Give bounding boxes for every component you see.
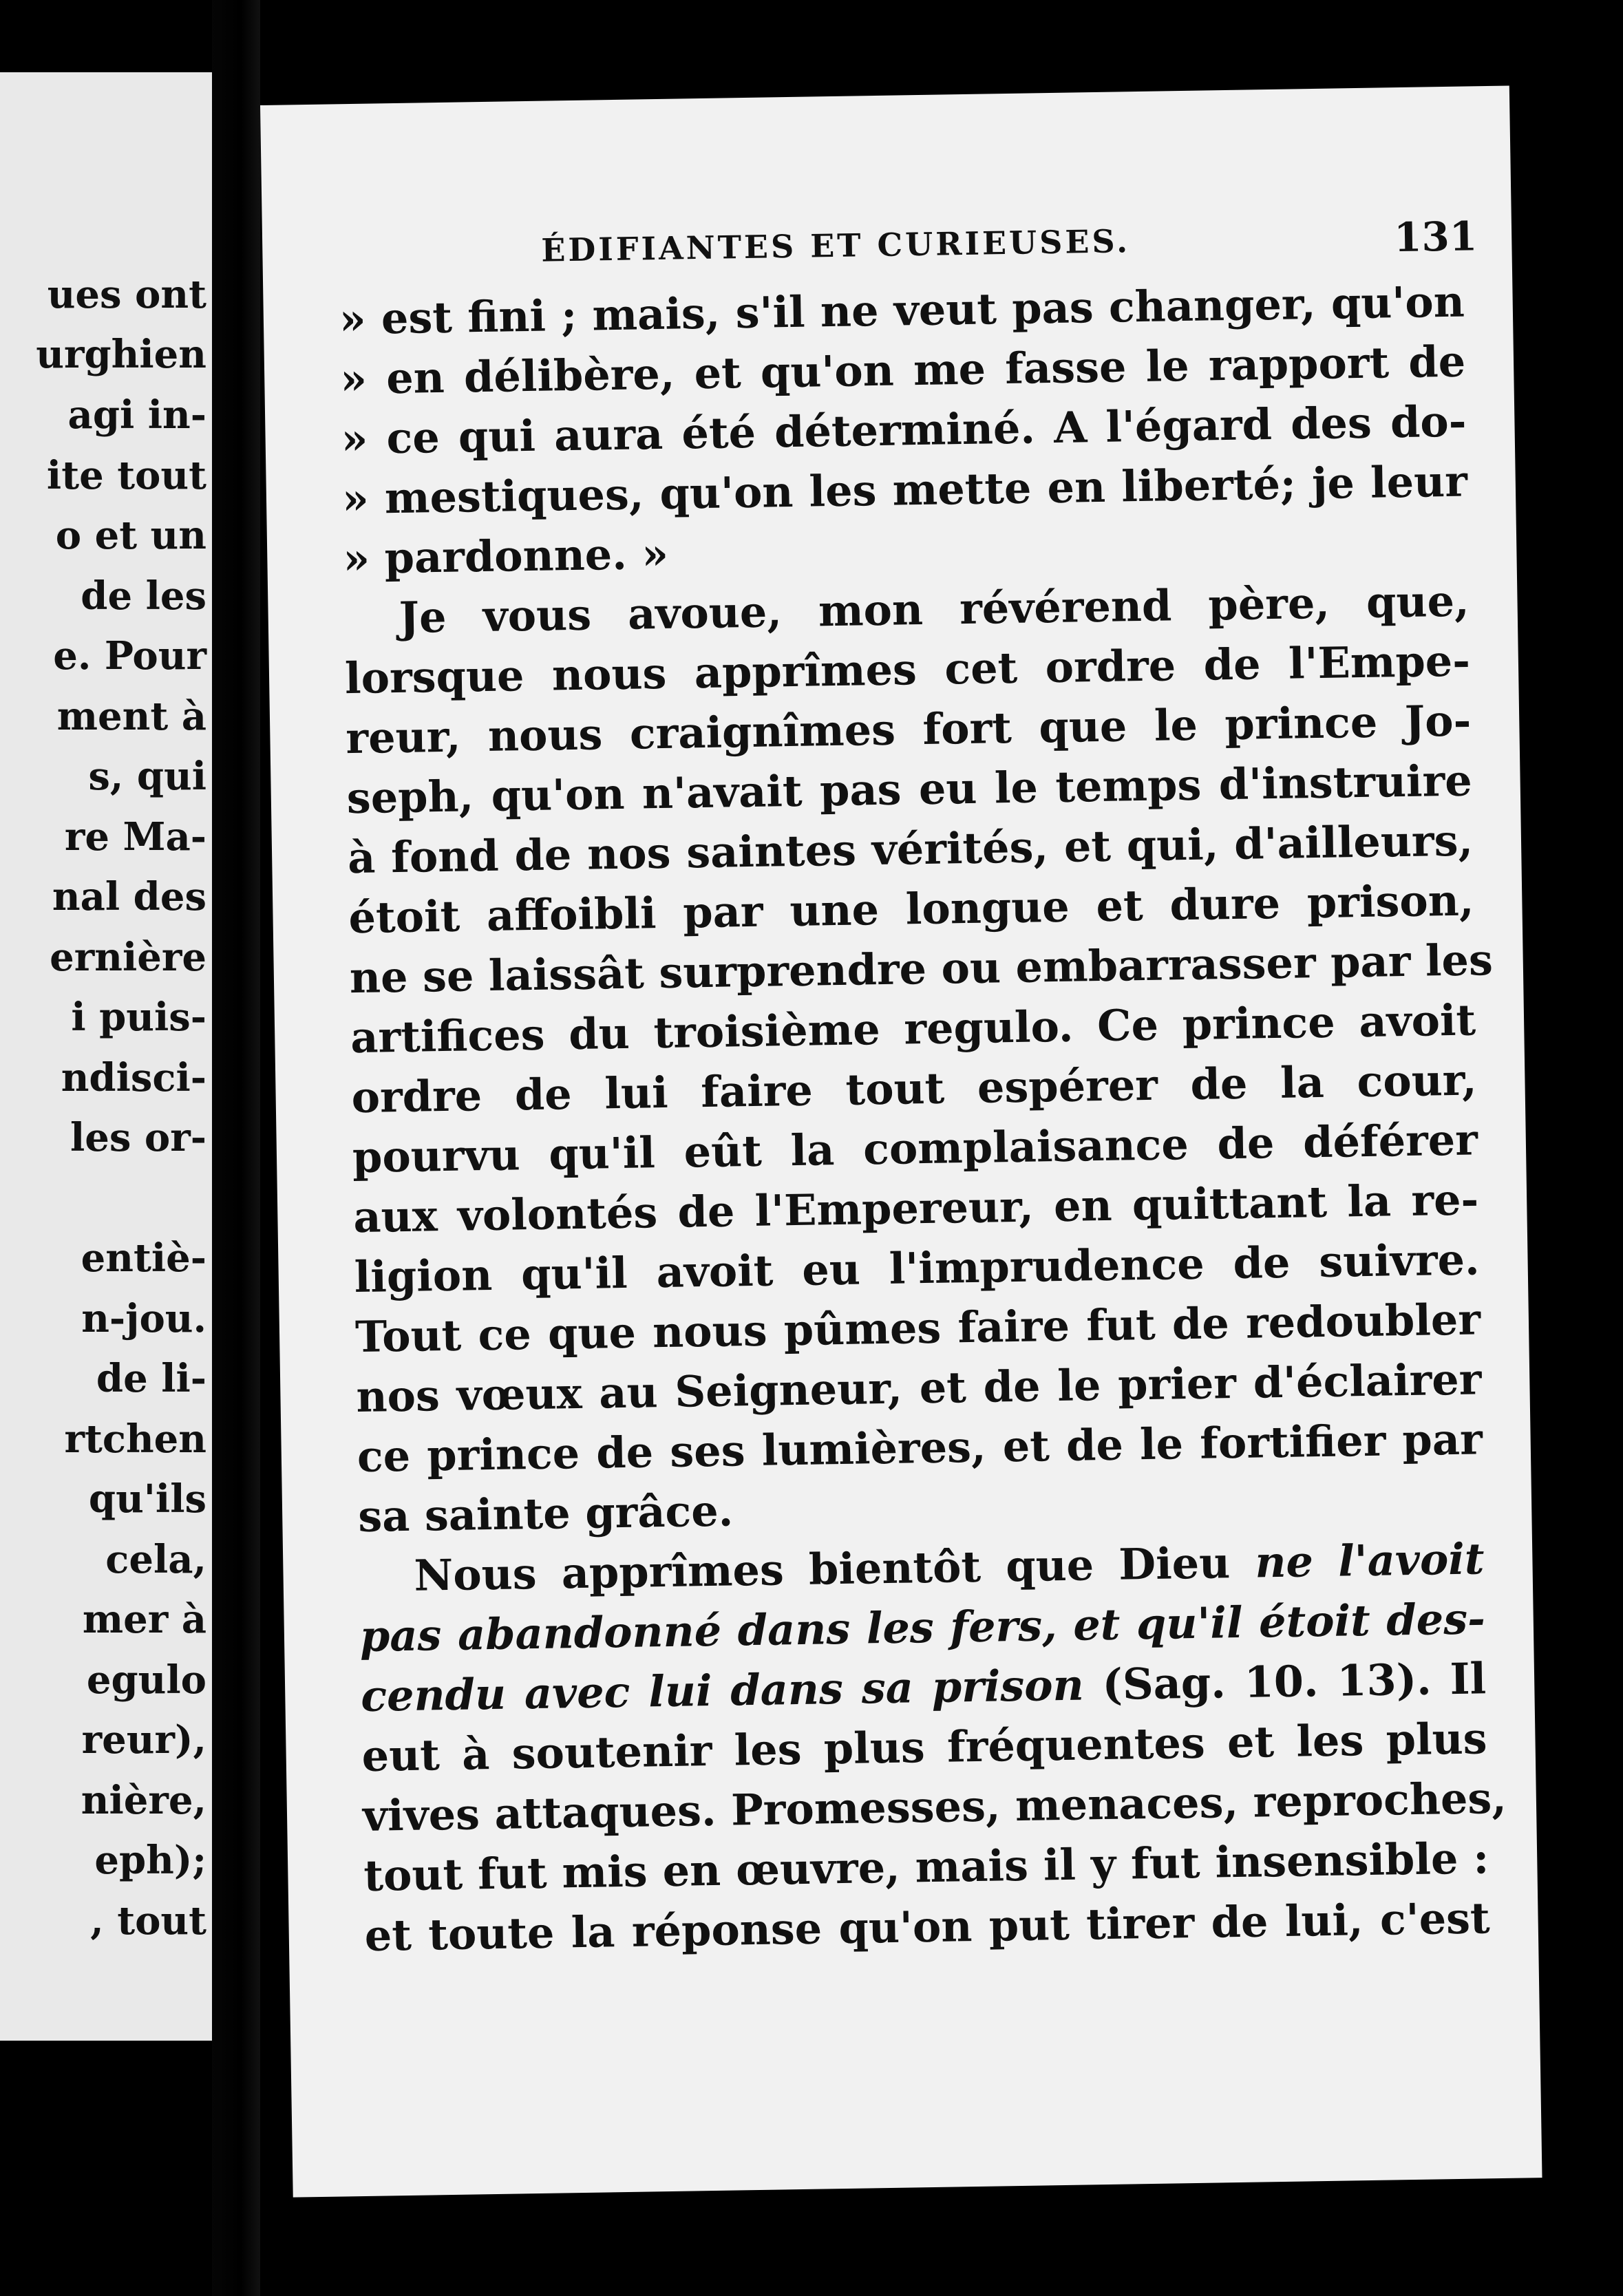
left-page-line: ernière bbox=[50, 935, 206, 980]
text-line bbox=[359, 1593, 1486, 1661]
left-page-line: mer à bbox=[82, 1597, 206, 1642]
left-page-line: de les bbox=[81, 573, 206, 619]
left-page-line: qu'ils bbox=[88, 1476, 206, 1522]
left-page-line: o et un bbox=[55, 513, 206, 558]
text-line: ligion qu'il avoit eu l'imprudence de suivre. bbox=[354, 1234, 1481, 1303]
book-gutter bbox=[212, 0, 260, 2296]
text-line: » est fini ; mais, s'il ne veut pas changer, qu'on bbox=[339, 276, 1465, 345]
text-line: et toute la réponse qu'on put tirer de lui, c'est bbox=[364, 1893, 1491, 1961]
text-line: » ce qui aura été déterminé. A l'égard des do- bbox=[341, 396, 1467, 465]
italic-quote: ne l'avoit bbox=[1254, 1533, 1485, 1588]
left-page-line: e. Pour bbox=[53, 633, 206, 679]
text-line: » en délibère, et qu'on me fasse le rapport de bbox=[339, 336, 1466, 405]
text-line: eut à soutenir les plus fréquentes et les plus bbox=[361, 1713, 1488, 1781]
text-line: lorsque nous apprîmes cet ordre de l'Empe- bbox=[344, 635, 1471, 704]
text-line: reur, nous craignîmes fort que le prince Jo- bbox=[345, 695, 1472, 764]
left-page-line: ment à bbox=[56, 694, 206, 739]
paragraph-first-line: Je vous avoue, mon révérend père, que, bbox=[399, 575, 1470, 643]
text-line: aux volontés de l'Empereur, en quittant la re- bbox=[352, 1174, 1479, 1243]
italic-quote: cendu avec lui dans sa prison bbox=[360, 1659, 1085, 1721]
text-line: Tout ce que nous pûmes faire fut de redoubler bbox=[354, 1294, 1481, 1363]
running-header-title: ÉDIFIANTES ET CURIEUSES. bbox=[540, 222, 1131, 269]
page-number: 131 bbox=[1393, 213, 1478, 262]
left-page-line: eph); bbox=[94, 1838, 206, 1883]
left-page-line: agi in- bbox=[67, 392, 206, 438]
left-page-line: re Ma- bbox=[64, 814, 206, 860]
left-page-line: entiè- bbox=[81, 1235, 206, 1281]
text-line: ce prince de ses lumières, et de le fortifier par bbox=[357, 1414, 1483, 1482]
text-line: vives attaques. Promesses, menaces, reproches, bbox=[362, 1772, 1507, 1841]
text-line: tout fut mis en œuvre, mais il y fut insensible : bbox=[363, 1833, 1489, 1901]
left-page-line: de li- bbox=[96, 1356, 206, 1401]
text-run: Nous apprîmes bientôt que Dieu bbox=[414, 1537, 1255, 1601]
text-line: étoit affoibli par une longue et dure prison, bbox=[348, 875, 1474, 944]
text-line: ne se laissât surprendre ou embarrasser par les bbox=[349, 935, 1494, 1003]
right-page bbox=[260, 85, 1542, 2197]
left-page-line: reur), bbox=[81, 1717, 206, 1763]
left-page-line: les or- bbox=[70, 1115, 206, 1160]
text-line: pourvu qu'il eût la complaisance de déférer bbox=[352, 1114, 1478, 1183]
italic-quote: pas abandonné dans les fers, et qu'il étoit des- bbox=[359, 1593, 1486, 1661]
left-page-line: egulo bbox=[86, 1657, 206, 1703]
text-line: nos vœux au Seigneur, et de le prier d'éclairer bbox=[355, 1354, 1482, 1423]
text-line: seph, qu'on n'avait pas eu le temps d'instruire bbox=[346, 755, 1473, 824]
left-page-line: cela, bbox=[105, 1537, 206, 1582]
left-page-line: i puis- bbox=[71, 995, 206, 1040]
text-line: à fond de nos saintes vérités, et qui, d'ailleurs, bbox=[347, 815, 1474, 884]
left-page-line: , tout bbox=[90, 1898, 206, 1944]
text-line: » mestiques, qu'on les mette en liberté; je leur bbox=[341, 456, 1468, 524]
left-page-line: nal des bbox=[52, 874, 206, 920]
text-line: » pardonne. » bbox=[342, 528, 669, 584]
left-page-line: urghien bbox=[36, 332, 206, 377]
text-line: ordre de lui faire tout espérer de la cour, bbox=[351, 1054, 1478, 1123]
left-page-line: ndisci- bbox=[61, 1055, 206, 1101]
text-line bbox=[360, 1653, 1487, 1721]
left-page-line: rtchen bbox=[64, 1416, 206, 1462]
left-page-line: n-jou. bbox=[81, 1296, 206, 1341]
text-line: artifices du troisième regulo. Ce prince avoit bbox=[350, 995, 1476, 1063]
citation: (Sag. 10. 13). Il bbox=[1083, 1653, 1487, 1710]
left-page-line: ues ont bbox=[47, 272, 206, 317]
text-line: sa sainte grâce. bbox=[357, 1485, 734, 1542]
paragraph-first-line bbox=[414, 1533, 1485, 1601]
left-page-line: nière, bbox=[81, 1778, 206, 1823]
left-page-line: ite tout bbox=[46, 453, 206, 498]
left-page-line: s, qui bbox=[88, 754, 206, 799]
left-page-fragment bbox=[0, 72, 212, 2041]
